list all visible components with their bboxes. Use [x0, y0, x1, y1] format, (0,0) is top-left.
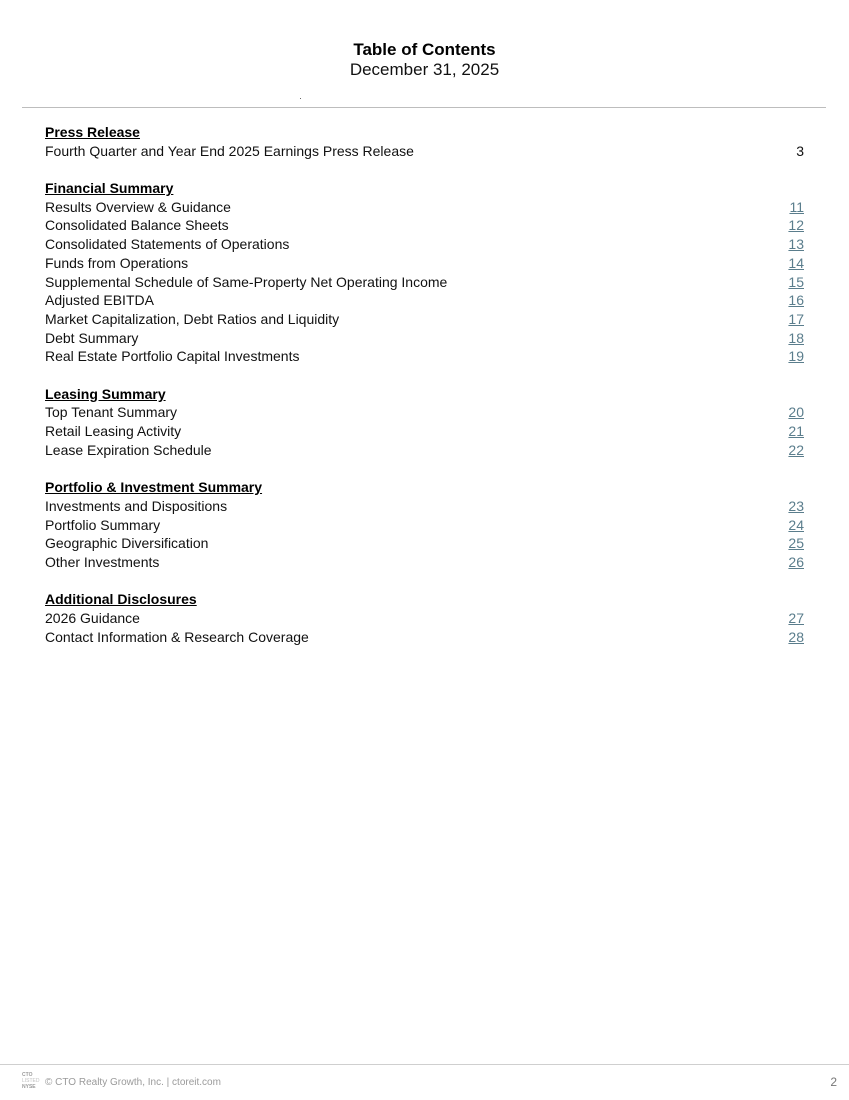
toc-entry[interactable]: [45, 254, 804, 273]
toc-entry[interactable]: [45, 291, 804, 310]
section-title: Press Release: [45, 124, 140, 140]
toc-page-link[interactable]: 13: [788, 236, 804, 253]
toc-section: [45, 590, 804, 646]
toc-entry-label: Investments and Dispositions: [45, 497, 228, 514]
toc-entry[interactable]: [45, 347, 804, 366]
toc-page-link[interactable]: 12: [788, 217, 804, 234]
toc-page-link[interactable]: 15: [788, 273, 804, 290]
toc-entry[interactable]: [45, 310, 804, 329]
toc-entry-label: Results Overview & Guidance: [45, 198, 231, 215]
toc-entry-label: Top Tenant Summary: [45, 404, 178, 421]
toc-page-link[interactable]: 20: [788, 404, 804, 421]
page-header: [0, 40, 849, 80]
toc-entry[interactable]: [45, 235, 804, 254]
toc-entry-label: Consolidated Statements of Operations: [45, 236, 290, 253]
toc-entry-label: Debt Summary: [45, 329, 139, 346]
toc-section: [45, 478, 804, 571]
toc-page-link[interactable]: 25: [788, 535, 804, 552]
toc-entry[interactable]: [45, 609, 804, 628]
toc-page-link[interactable]: 17: [788, 310, 804, 327]
toc-entry-label: Lease Expiration Schedule: [45, 441, 212, 458]
toc-entry[interactable]: [45, 329, 804, 348]
toc-entry-label: Other Investments: [45, 553, 160, 570]
toc-page-link[interactable]: 22: [788, 441, 804, 458]
toc-entry-label: Market Capitalization, Debt Ratios and Liquidity: [45, 310, 340, 327]
toc-entry[interactable]: [45, 273, 804, 292]
footer-page-number: 2: [830, 1075, 837, 1089]
toc-entry[interactable]: [45, 403, 804, 422]
toc-entry[interactable]: [45, 553, 804, 572]
page-date: December 31, 2025: [349, 60, 500, 79]
toc-section: [45, 123, 804, 160]
toc-entry-label: Contact Information & Research Coverage: [45, 628, 309, 645]
toc-entry: [45, 142, 804, 161]
toc-entry[interactable]: [45, 516, 804, 535]
logo-top-text: CTO: [22, 1072, 33, 1078]
section-title: Portfolio & Investment Summary: [45, 479, 263, 496]
stray-dot: [300, 98, 301, 99]
toc-page-link[interactable]: 21: [788, 423, 804, 440]
toc-page-link[interactable]: 24: [788, 516, 804, 533]
toc-page-link[interactable]: 11: [789, 198, 804, 215]
footer-copyright: © CTO Realty Growth, Inc. | ctoreit.com: [45, 1077, 221, 1088]
toc-entry[interactable]: [45, 441, 804, 460]
toc-entry-label: Funds from Operations: [45, 254, 189, 271]
toc-section: [45, 179, 804, 366]
section-title: Financial Summary: [45, 180, 174, 197]
toc-entry-label: Supplemental Schedule of Same-Property Net Operating Income: [45, 273, 448, 290]
toc-entry-label: Fourth Quarter and Year End 2025 Earnings Press Release: [45, 142, 414, 159]
logo-mid-text: LISTED: [22, 1078, 40, 1084]
nyse-listed-logo: [22, 1072, 42, 1090]
toc-entry-label: Consolidated Balance Sheets: [45, 217, 229, 234]
section-title: Leasing Summary: [45, 385, 166, 402]
table-of-contents: [45, 123, 804, 665]
toc-entry-label: Geographic Diversification: [45, 535, 209, 552]
toc-page-link[interactable]: 18: [788, 329, 804, 346]
toc-page-link[interactable]: 14: [788, 254, 804, 271]
toc-entry[interactable]: [45, 628, 804, 647]
logo-bottom-text: NYSE: [22, 1084, 36, 1090]
toc-entry[interactable]: [45, 198, 804, 217]
footer-divider: [0, 1064, 849, 1065]
toc-page-link[interactable]: 23: [788, 497, 804, 514]
toc-entry-label: Portfolio Summary: [45, 516, 161, 533]
toc-section: [45, 385, 804, 460]
section-title: Additional Disclosures: [45, 591, 197, 608]
toc-page-number: 3: [796, 142, 804, 159]
toc-entry-label: Retail Leasing Activity: [45, 423, 182, 440]
toc-entry-label: Real Estate Portfolio Capital Investments: [45, 348, 300, 365]
toc-entry[interactable]: [45, 534, 804, 553]
toc-page-link[interactable]: 16: [788, 292, 804, 309]
page-title: Table of Contents: [353, 40, 496, 59]
toc-page-link[interactable]: 27: [788, 609, 804, 626]
toc-page-link[interactable]: 28: [788, 628, 804, 645]
toc-entry-label: 2026 Guidance: [45, 609, 140, 626]
toc-page-link[interactable]: 19: [788, 348, 804, 365]
toc-entry[interactable]: [45, 422, 804, 441]
toc-entry[interactable]: [45, 216, 804, 235]
toc-entry[interactable]: [45, 497, 804, 516]
toc-page-link[interactable]: 26: [788, 553, 804, 570]
toc-entry-label: Adjusted EBITDA: [45, 292, 154, 309]
header-divider: [22, 107, 826, 108]
